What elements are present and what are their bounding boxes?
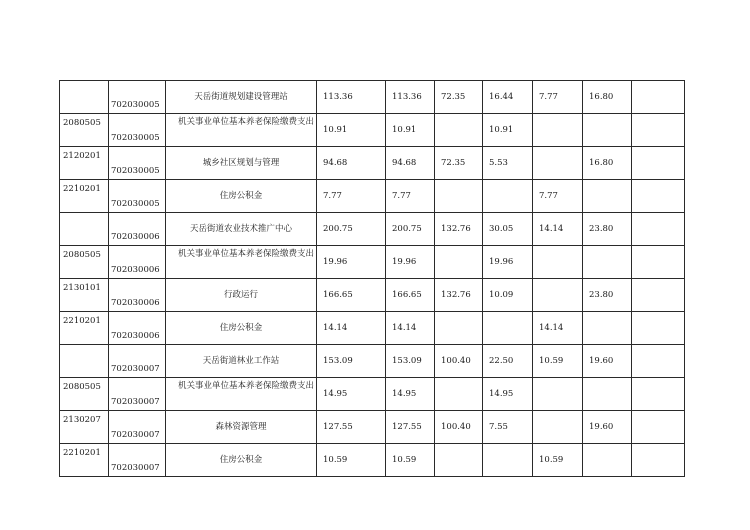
subject-code-cell: 2210201 — [60, 312, 109, 345]
housing-fund-cell: 14.14 — [533, 213, 583, 246]
subtotal-cell: 10.91 — [386, 114, 435, 147]
insurance-cell: 10.09 — [483, 279, 533, 312]
total-cell: 14.95 — [317, 378, 386, 411]
subtotal-cell: 94.68 — [386, 147, 435, 180]
item-name-cell: 天岳街道规划建设管理站 — [166, 81, 317, 114]
subtotal-cell: 127.55 — [386, 411, 435, 444]
table-row — [60, 345, 685, 378]
extra-cell — [632, 279, 685, 312]
unit-code-cell: 702030005 — [109, 180, 166, 213]
other-cell: 19.60 — [583, 411, 632, 444]
table-body — [60, 81, 685, 477]
total-cell: 200.75 — [317, 213, 386, 246]
table-row — [60, 180, 685, 213]
unit-code-cell: 702030007 — [109, 444, 166, 477]
unit-code-cell: 702030006 — [109, 279, 166, 312]
table-row — [60, 279, 685, 312]
salary-cell: 72.35 — [435, 81, 483, 114]
subject-code-cell: 2120201 — [60, 147, 109, 180]
insurance-cell: 10.91 — [483, 114, 533, 147]
other-cell: 16.80 — [583, 81, 632, 114]
housing-fund-cell — [533, 246, 583, 279]
subject-code-cell: 2080505 — [60, 378, 109, 411]
total-cell: 166.65 — [317, 279, 386, 312]
other-cell — [583, 246, 632, 279]
budget-table — [59, 80, 685, 477]
subject-code-cell — [60, 345, 109, 378]
subject-code-cell — [60, 81, 109, 114]
table-row — [60, 81, 685, 114]
item-name-cell: 城乡社区规划与管理 — [166, 147, 317, 180]
extra-cell — [632, 246, 685, 279]
unit-code-cell: 702030007 — [109, 345, 166, 378]
other-cell — [583, 114, 632, 147]
salary-cell — [435, 444, 483, 477]
extra-cell — [632, 345, 685, 378]
salary-cell: 132.76 — [435, 213, 483, 246]
salary-cell — [435, 312, 483, 345]
item-name-cell: 天岳街道林业工作站 — [166, 345, 317, 378]
insurance-cell — [483, 180, 533, 213]
salary-cell: 100.40 — [435, 411, 483, 444]
total-cell: 10.59 — [317, 444, 386, 477]
other-cell — [583, 444, 632, 477]
housing-fund-cell — [533, 279, 583, 312]
housing-fund-cell — [533, 114, 583, 147]
salary-cell — [435, 180, 483, 213]
unit-code-cell: 702030005 — [109, 114, 166, 147]
unit-code-cell: 702030005 — [109, 81, 166, 114]
unit-code-cell: 702030006 — [109, 312, 166, 345]
subject-code-cell: 2210201 — [60, 444, 109, 477]
table-row — [60, 246, 685, 279]
salary-cell — [435, 378, 483, 411]
subtotal-cell: 7.77 — [386, 180, 435, 213]
other-cell: 19.60 — [583, 345, 632, 378]
other-cell — [583, 378, 632, 411]
unit-code-cell: 702030006 — [109, 246, 166, 279]
table-row — [60, 312, 685, 345]
extra-cell — [632, 180, 685, 213]
housing-fund-cell: 10.59 — [533, 444, 583, 477]
subtotal-cell: 14.95 — [386, 378, 435, 411]
item-name-cell: 行政运行 — [166, 279, 317, 312]
table-row — [60, 147, 685, 180]
total-cell: 113.36 — [317, 81, 386, 114]
item-name-cell: 住房公积金 — [166, 180, 317, 213]
insurance-cell: 22.50 — [483, 345, 533, 378]
subtotal-cell: 166.65 — [386, 279, 435, 312]
subject-code-cell: 2130207 — [60, 411, 109, 444]
salary-cell: 132.76 — [435, 279, 483, 312]
unit-code-cell: 702030005 — [109, 147, 166, 180]
unit-code-cell: 702030006 — [109, 213, 166, 246]
unit-code-cell: 702030007 — [109, 411, 166, 444]
subtotal-cell: 19.96 — [386, 246, 435, 279]
table-row — [60, 114, 685, 147]
subject-code-cell: 2130101 — [60, 279, 109, 312]
insurance-cell — [483, 312, 533, 345]
total-cell: 94.68 — [317, 147, 386, 180]
subject-code-cell — [60, 213, 109, 246]
total-cell: 14.14 — [317, 312, 386, 345]
total-cell: 19.96 — [317, 246, 386, 279]
item-name-cell: 机关事业单位基本养老保险缴费支出 — [166, 114, 317, 147]
salary-cell: 72.35 — [435, 147, 483, 180]
subtotal-cell: 113.36 — [386, 81, 435, 114]
table-row — [60, 378, 685, 411]
budget-table-container — [59, 80, 685, 477]
insurance-cell: 19.96 — [483, 246, 533, 279]
item-name-cell: 住房公积金 — [166, 312, 317, 345]
other-cell: 23.80 — [583, 279, 632, 312]
extra-cell — [632, 378, 685, 411]
housing-fund-cell — [533, 411, 583, 444]
housing-fund-cell: 7.77 — [533, 180, 583, 213]
total-cell: 7.77 — [317, 180, 386, 213]
extra-cell — [632, 213, 685, 246]
insurance-cell: 7.55 — [483, 411, 533, 444]
salary-cell: 100.40 — [435, 345, 483, 378]
extra-cell — [632, 444, 685, 477]
insurance-cell — [483, 444, 533, 477]
item-name-cell: 住房公积金 — [166, 444, 317, 477]
subject-code-cell: 2080505 — [60, 246, 109, 279]
extra-cell — [632, 147, 685, 180]
subtotal-cell: 10.59 — [386, 444, 435, 477]
insurance-cell: 5.53 — [483, 147, 533, 180]
other-cell: 16.80 — [583, 147, 632, 180]
total-cell: 127.55 — [317, 411, 386, 444]
subtotal-cell: 200.75 — [386, 213, 435, 246]
insurance-cell: 30.05 — [483, 213, 533, 246]
salary-cell — [435, 246, 483, 279]
housing-fund-cell: 14.14 — [533, 312, 583, 345]
insurance-cell: 16.44 — [483, 81, 533, 114]
total-cell: 153.09 — [317, 345, 386, 378]
salary-cell — [435, 114, 483, 147]
total-cell: 10.91 — [317, 114, 386, 147]
table-row — [60, 444, 685, 477]
housing-fund-cell — [533, 378, 583, 411]
other-cell — [583, 180, 632, 213]
subject-code-cell: 2210201 — [60, 180, 109, 213]
subject-code-cell: 2080505 — [60, 114, 109, 147]
other-cell: 23.80 — [583, 213, 632, 246]
housing-fund-cell: 10.59 — [533, 345, 583, 378]
item-name-cell: 机关事业单位基本养老保险缴费支出 — [166, 246, 317, 279]
insurance-cell: 14.95 — [483, 378, 533, 411]
extra-cell — [632, 114, 685, 147]
housing-fund-cell: 7.77 — [533, 81, 583, 114]
table-row — [60, 411, 685, 444]
table-row — [60, 213, 685, 246]
extra-cell — [632, 81, 685, 114]
other-cell — [583, 312, 632, 345]
extra-cell — [632, 411, 685, 444]
item-name-cell: 机关事业单位基本养老保险缴费支出 — [166, 378, 317, 411]
subtotal-cell: 14.14 — [386, 312, 435, 345]
item-name-cell: 森林资源管理 — [166, 411, 317, 444]
subtotal-cell: 153.09 — [386, 345, 435, 378]
item-name-cell: 天岳街道农业技术推广中心 — [166, 213, 317, 246]
extra-cell — [632, 312, 685, 345]
unit-code-cell: 702030007 — [109, 378, 166, 411]
housing-fund-cell — [533, 147, 583, 180]
